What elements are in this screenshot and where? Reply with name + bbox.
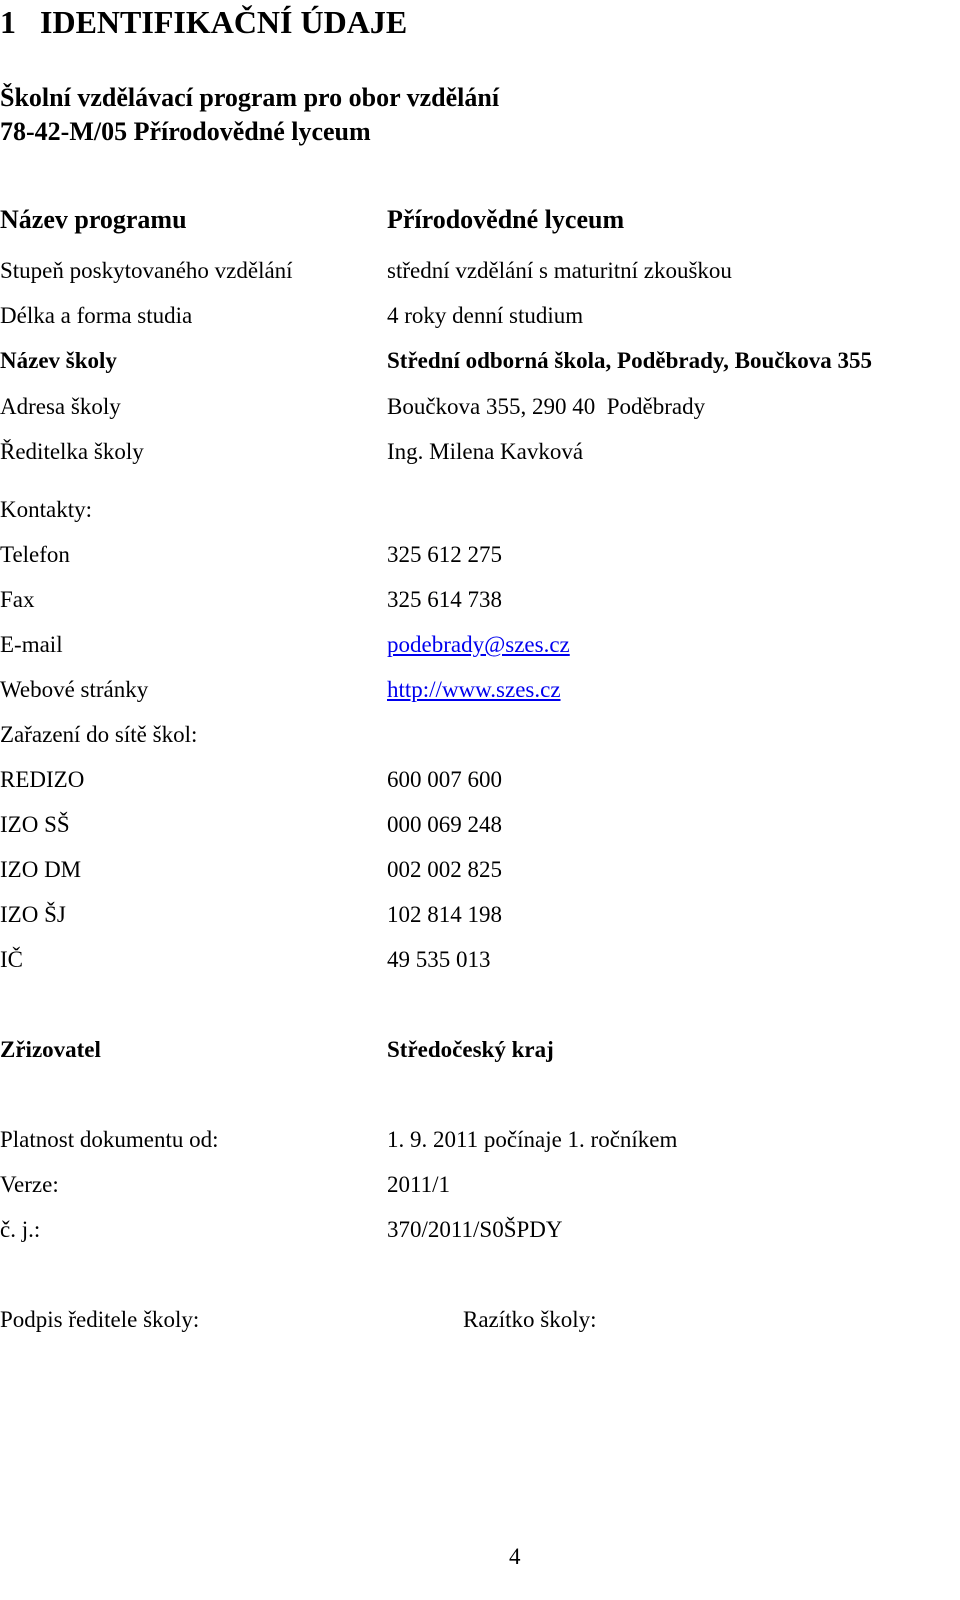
section-title: IDENTIFIKAČNÍ ÚDAJE [40,4,408,40]
director-signature-label: Podpis ředitele školy: [0,1307,200,1332]
fax-label: Fax [0,587,35,612]
email-link[interactable]: podebrady@szes.cz [387,632,570,657]
director-value: Ing. Milena Kavková [387,439,584,464]
ic-value: 49 535 013 [387,947,491,972]
phone-value: 325 612 275 [387,542,502,567]
section-number: 1 [0,4,16,40]
reference-label: č. j.: [0,1217,41,1242]
director-label: Ředitelka školy [0,439,144,464]
phone-label: Telefon [0,542,70,567]
validity-value: 1. 9. 2011 počínaje 1. ročníkem [387,1127,678,1152]
page-number: 4 [509,1544,521,1569]
education-level-value: střední vzdělání s maturitní zkouškou [387,258,732,283]
study-length-label: Délka a forma studia [0,303,193,328]
section-heading [0,6,407,38]
founder-label: Zřizovatel [0,1037,101,1062]
ic-label: IČ [0,947,23,972]
izo-sj-value: 102 814 198 [387,902,502,927]
school-name-label: Název školy [0,348,117,373]
contacts-heading: Kontakty: [0,497,92,522]
web-label: Webové stránky [0,677,149,702]
version-value: 2011/1 [387,1172,451,1197]
network-heading: Zařazení do sítě škol: [0,722,198,747]
reference-value: 370/2011/S0ŠPDY [387,1217,563,1242]
fax-value: 325 614 738 [387,587,502,612]
school-stamp-label: Razítko školy: [463,1307,597,1332]
web-link[interactable]: http://www.szes.cz [387,677,561,702]
izo-sj-label: IZO ŠJ [0,902,66,927]
email-label: E-mail [0,632,63,657]
school-name-value: Střední odborná škola, Poděbrady, Boučkova 355 [387,348,873,373]
izo-ss-label: IZO SŠ [0,812,70,837]
version-label: Verze: [0,1172,59,1197]
program-heading-line2: 78-42-M/05 Přírodovědné lyceum [0,117,371,146]
school-address-value: Boučkova 355, 290 40 Poděbrady [387,394,706,419]
study-length-value: 4 roky denní studium [387,303,584,328]
school-address-label: Adresa školy [0,394,121,419]
izo-dm-label: IZO DM [0,857,82,882]
founder-value: Středočeský kraj [387,1037,554,1062]
program-heading-line1: Školní vzdělávací program pro obor vzdělání [0,83,500,112]
program-name-label: Název programu [0,205,187,234]
redizo-label: REDIZO [0,767,85,792]
izo-dm-value: 002 002 825 [387,857,502,882]
program-name-value: Přírodovědné lyceum [387,205,625,234]
education-level-label: Stupeň poskytovaného vzdělání [0,258,293,283]
validity-label: Platnost dokumentu od: [0,1127,219,1152]
redizo-value: 600 007 600 [387,767,502,792]
izo-ss-value: 000 069 248 [387,812,502,837]
